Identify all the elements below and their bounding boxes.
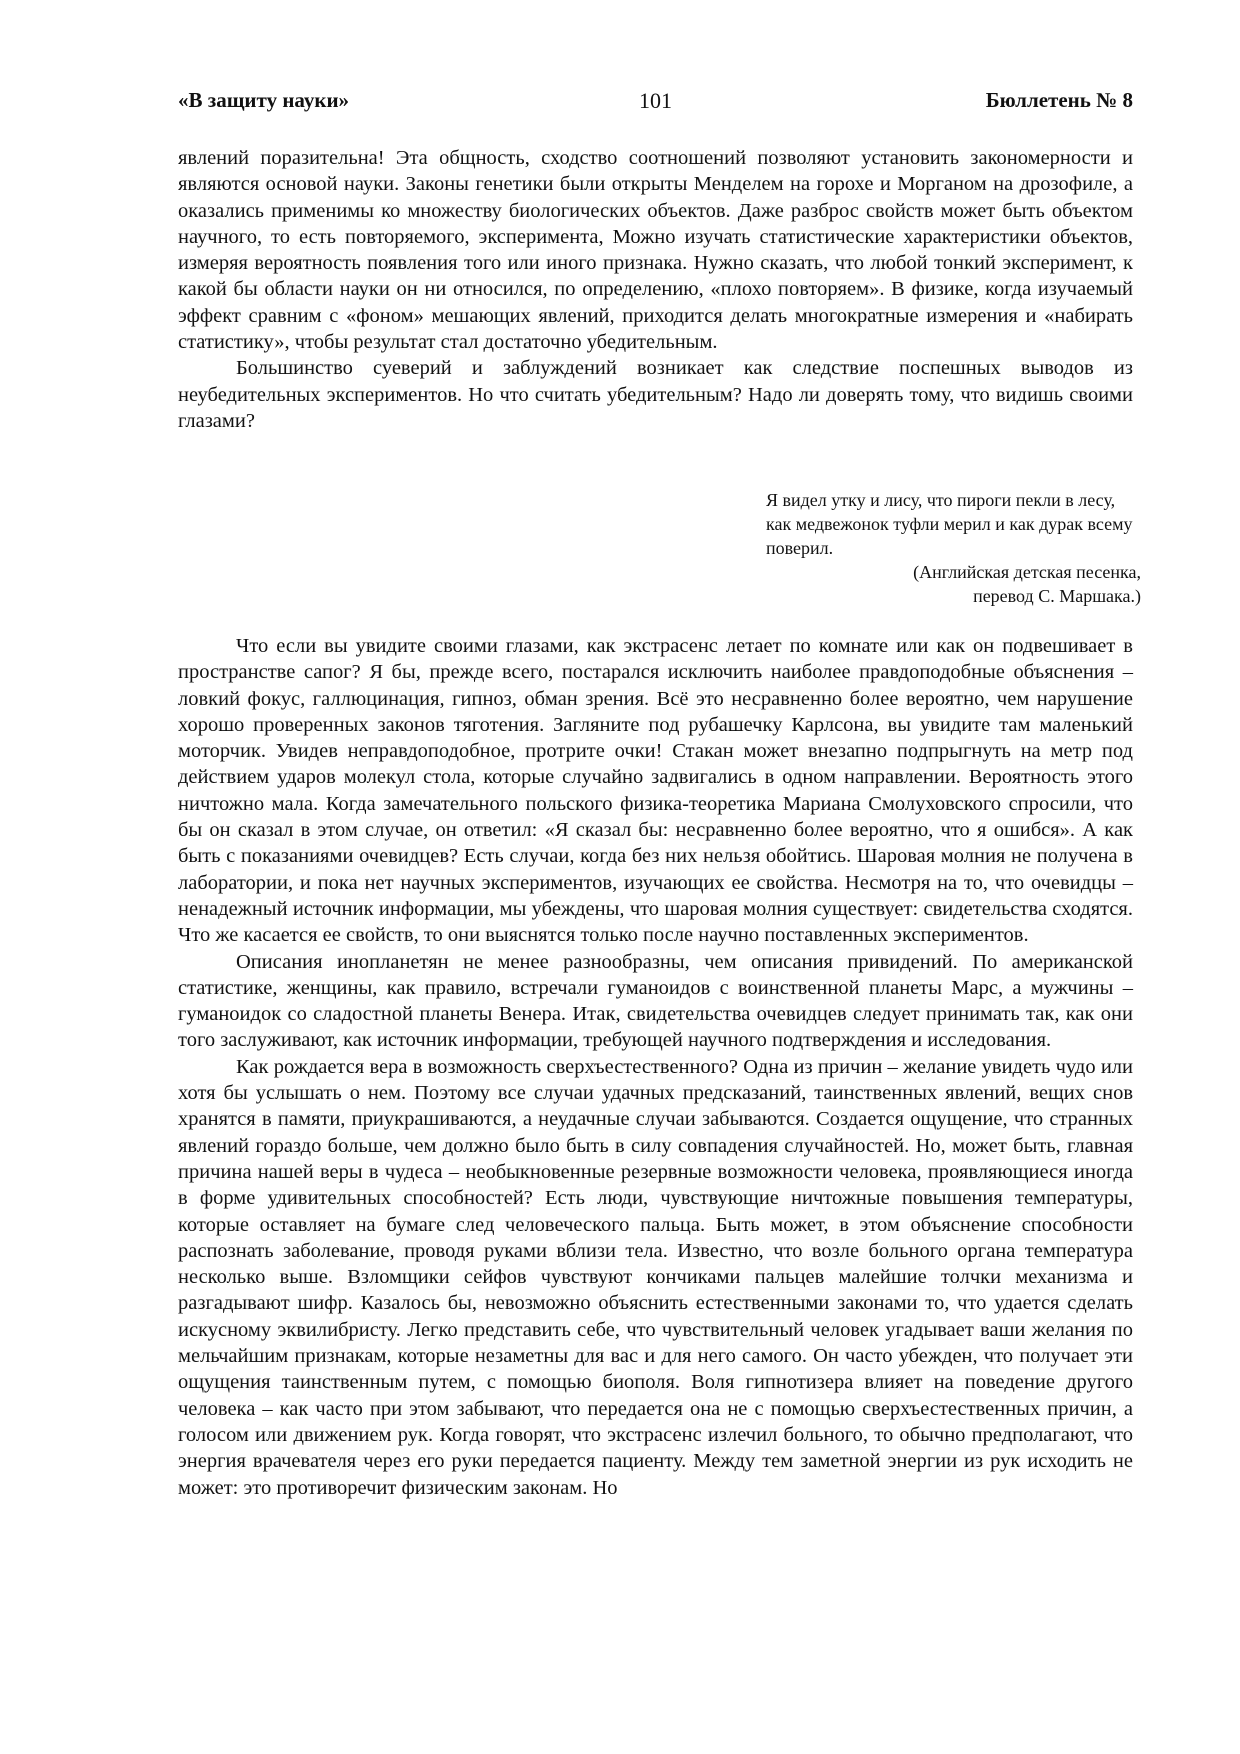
epigraph-source-line-1: (Английская детская песенка, [913, 562, 1141, 582]
epigraph-text: Я видел утку и лису, что пироги пекли в лесу, как медвежонок туфли мерил и как дурак всему поверил. [766, 490, 1133, 558]
top-text-block [178, 145, 1133, 434]
epigraph-source-line-2: перевод С. Маршака.) [973, 586, 1141, 606]
page-number: 101 [639, 88, 672, 113]
journal-title: «В защиту науки» [178, 88, 350, 112]
paragraph: Как рождается вера в возможность сверхъестественного? Одна из причин – желание увидеть чудо или хотя бы услышать о нем. Поэтому все случаи удачных предсказаний, таинственных явлений, вещих снов хранятся в памяти, приукрашиваются, а неудачные случаи забываются. Создается ощущение, что странных явлений гораздо больше, чем должно было быть в силу совпадения случайностей. Но, может быть, главная причина нашей веры в чудеса – необыкновенные резервные возможности человека, проявляющиеся иногда в форме удивительных способностей? Есть люди, чувствующие ничтожные повышения температуры, которые оставляет на бумаге след человеческого пальца. Быть может, в этом объяснение способности распознать заболевание, проводя руками вблизи тела. Известно, что возле больного органа температура несколько выше. Взломщики сейфов чувствуют кончиками пальцев малейшие толчки механизма и разгадывают шифр. Казалось бы, невозможно объяснить естественными законами то, что удается сделать искусному эквилибристу. Легко представить себе, что чувствительный человек угадывает ваши желания по мельчайшим признакам, которые незаметны для вас и для него самого. Он часто убежден, что получает эти ощущения таинственным путем, с помощью биополя. Воля гипнотизера влияет на поведение другого человека – как часто при этом забывают, что передается она не с помощью сверхъестественных причин, а голосом или движением рук. Когда говорят, что экстрасенс излечил больного, то обычно предполагают, что энергия врачевателя через его руки передается пациенту. Между тем заметной энергии из рук исходить не может: это противоречит физическим законам. Но [178, 1055, 1133, 1499]
epigraph [766, 488, 1141, 608]
main-text-block [178, 633, 1133, 1501]
bulletin-number: Бюллетень № 8 [985, 88, 1133, 112]
paragraph: Что если вы увидите своими глазами, как экстрасенс летает по комнате или как он подвешивает в пространстве сапог? Я бы, прежде всего, постарался исключить наиболее правдоподобные объяснения – ловкий фокус, галлюцинация, гипноз, обман зрения. Всё это несравненно более вероятно, чем нарушение хорошо проверенных законов тяготения. Загляните под рубашечку Карлсона, вы увидите там маленький моторчик. Увидев неправдоподобное, протрите очки! Стакан может внезапно подпрыгнуть на метр под действием ударов молекул стола, которые случайно задвигались в одном направлении. Вероятность этого ничтожно мала. Когда замечательного польского физика-теоретика Мариана Смолуховского спросили, что бы он сказал в этом случае, он ответил: «Я сказал бы: несравненно более вероятно, что я ошибся». А как быть с показаниями очевидцев? Есть случаи, когда без них нельзя обойтись. Шаровая молния не получена в лаборатории, и пока нет научных экспериментов, изучающих ее свойства. Несмотря на то, что очевидцы – ненадежный источник информации, мы убеждены, что шаровая молния существует: свидетельства сходятся. Что же касается ее свойств, то они выяснятся только после научно поставленных экспериментов. [178, 635, 1133, 947]
paragraph: Большинство суеверий и заблуждений возникает как следствие поспешных выводов из неубедительных экспериментов. Но что считать убедительным? Надо ли доверять тому, что видишь своими глазами? [178, 357, 1133, 432]
running-header [178, 88, 1133, 120]
paragraph-continued: явлений поразительна! Эта общность, сходство соотношений позволяют установить закономерности и являются основой науки. Законы генетики были открыты Менделем на горохе и Морганом на дрозофиле, а оказались применимы ко множеству биологических объектов. Даже разброс свойств может быть объектом научного, то есть повторяемого, эксперимента, Можно изучать статистические характеристики объектов, измеряя вероятность появления того или иного признака. Нужно сказать, что любой тонкий эксперимент, к какой бы области науки он ни относился, по определению, «плохо повторяем». В физике, когда изучаемый эффект сравним с «фоном» мешающих явлений, приходится делать многократные измерения и «набирать статистику», чтобы результат стал достаточно убедительным. [178, 147, 1133, 354]
paragraph: Описания инопланетян не менее разнообразны, чем описания привидений. По американской статистике, женщины, как правило, встречали гуманоидов с воинственной планеты Марс, а мужчины – гуманоидок со сладостной планеты Венера. Итак, свидетельства очевидцев следует принимать так, как они того заслуживают, как источник информации, требующей научного подтверждения и исследования. [178, 950, 1133, 1052]
